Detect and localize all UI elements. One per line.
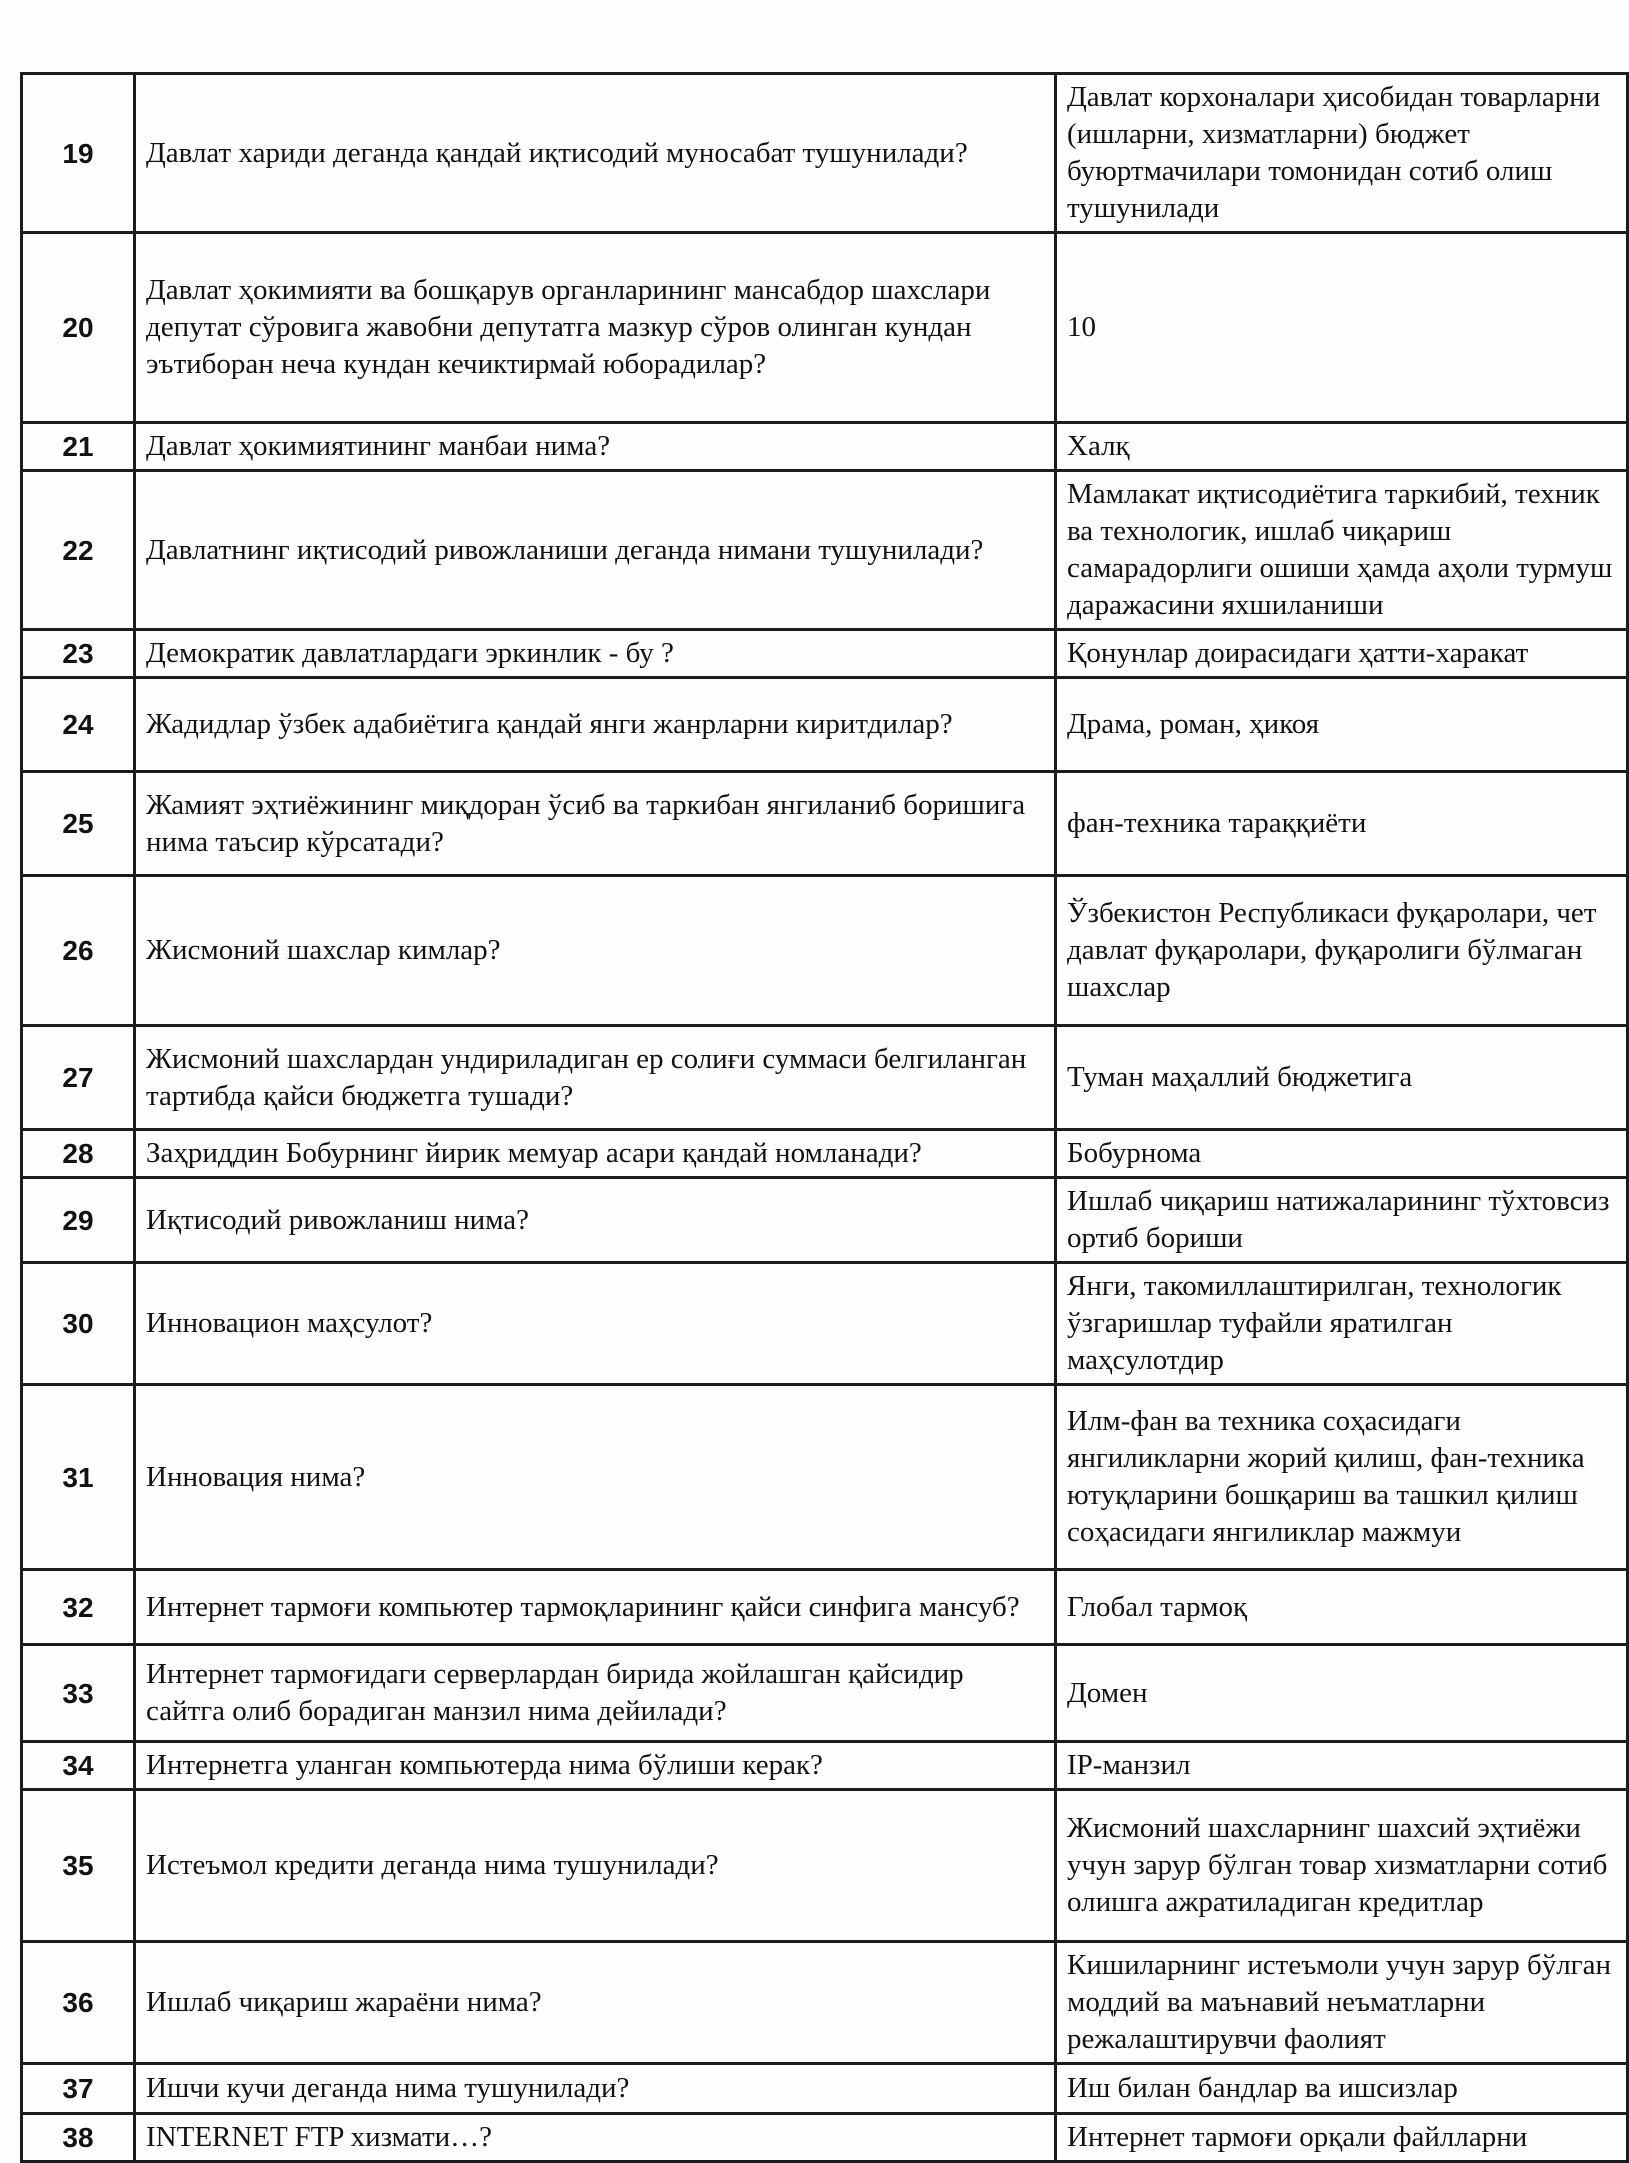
question-cell: Давлат хариди деганда қандай иқтисодий муносабат тушунилади?: [135, 74, 1056, 233]
answer-cell: Халқ: [1056, 423, 1628, 471]
table-row: [22, 471, 1628, 630]
row-number-cell: 33: [22, 1645, 135, 1742]
question-cell: Демократик давлатлардаги эркинлик - бу ?: [135, 630, 1056, 678]
answer-cell: Домен: [1056, 1645, 1628, 1742]
table-row: [22, 1263, 1628, 1385]
table-row: [22, 2114, 1628, 2162]
answer-cell: Жисмоний шахсларнинг шахсий эҳтиёжи учун зарур бўлган товар хизматларни сотиб олишга ажратиладиган кредитлар: [1056, 1790, 1628, 1942]
table-row: [22, 1385, 1628, 1570]
question-cell: Интернет тармоғи компьютер тармоқларининг қайси синфига мансуб?: [135, 1570, 1056, 1645]
answer-cell: Ишлаб чиқариш натижаларининг тўхтовсиз ортиб бориши: [1056, 1178, 1628, 1263]
question-cell: Инновация нима?: [135, 1385, 1056, 1570]
table-row: [22, 1942, 1628, 2064]
row-number-cell: 36: [22, 1942, 135, 2064]
row-number-cell: 28: [22, 1130, 135, 1178]
table-row: [22, 876, 1628, 1026]
answer-cell: IP-манзил: [1056, 1742, 1628, 1790]
question-cell: Ишлаб чиқариш жараёни нима?: [135, 1942, 1056, 2064]
question-cell: Жадидлар ўзбек адабиётига қандай янги жанрларни киритдилар?: [135, 678, 1056, 772]
row-number-cell: 25: [22, 772, 135, 876]
answer-cell: Мамлакат иқтисодиётига таркибий, техник ва технологик, ишлаб чиқариш самарадорлиги ошиши ҳамда аҳоли турмуш даражасини яхшиланиши: [1056, 471, 1628, 630]
answer-cell: Давлат корхоналари ҳисобидан товарларни (ишларни, хизматларни) бюджет буюртмачилари томонидан сотиб олиш тушунилади: [1056, 74, 1628, 233]
question-cell: Иқтисодий ривожланиш нима?: [135, 1178, 1056, 1263]
answer-cell: Илм-фан ва техника соҳасидаги янгиликларни жорий қилиш, фан-техника ютуқларини бошқариш ва ташкил қилиш соҳасидаги янгиликлар мажмуи: [1056, 1385, 1628, 1570]
question-cell: INTERNET FTP хизмати…?: [135, 2114, 1056, 2162]
row-number-cell: 22: [22, 471, 135, 630]
row-number-cell: 31: [22, 1385, 135, 1570]
qa-table-body: [22, 74, 1628, 2162]
question-cell: Интернет тармоғидаги серверлардан бирида жойлашган қайсидир сайтга олиб борадиган манзил нима дейилади?: [135, 1645, 1056, 1742]
answer-cell: Ўзбекистон Республикаси фуқаролари, чет давлат фуқаролари, фуқаролиги бўлмаган шахслар: [1056, 876, 1628, 1026]
row-number-cell: 38: [22, 2114, 135, 2162]
question-cell: Инновацион маҳсулот?: [135, 1263, 1056, 1385]
row-number-cell: 24: [22, 678, 135, 772]
question-cell: Заҳриддин Бобурнинг йирик мемуар асари қандай номланади?: [135, 1130, 1056, 1178]
table-row: [22, 1790, 1628, 1942]
answer-cell: Драма, роман, ҳикоя: [1056, 678, 1628, 772]
answer-cell: Глобал тармоқ: [1056, 1570, 1628, 1645]
table-row: [22, 1178, 1628, 1263]
answer-cell: Туман маҳаллий бюджетига: [1056, 1026, 1628, 1130]
table-row: [22, 1645, 1628, 1742]
table-row: [22, 2064, 1628, 2114]
table-row: [22, 772, 1628, 876]
table-row: [22, 1026, 1628, 1130]
row-number-cell: 23: [22, 630, 135, 678]
answer-cell: Янги, такомиллаштирилган, технологик ўзгаришлар туфайли яратилган маҳсулотдир: [1056, 1263, 1628, 1385]
row-number-cell: 26: [22, 876, 135, 1026]
question-cell: Ишчи кучи деганда нима тушунилади?: [135, 2064, 1056, 2114]
question-cell: Давлат ҳокимияти ва бошқарув органларининг мансабдор шахслари депутат сўровига жавобни депутатга мазкур сўров олинган кундан эътиборан неча кундан кечиктирмай юборадилар?: [135, 233, 1056, 423]
question-cell: Интернетга уланган компьютерда нима бўлиши керак?: [135, 1742, 1056, 1790]
table-row: [22, 1742, 1628, 1790]
row-number-cell: 30: [22, 1263, 135, 1385]
row-number-cell: 34: [22, 1742, 135, 1790]
table-row: [22, 74, 1628, 233]
question-cell: Жамият эҳтиёжининг миқдоран ўсиб ва таркибан янгиланиб боришига нима таъсир кўрсатади?: [135, 772, 1056, 876]
question-cell: Истеъмол кредити деганда нима тушунилади?: [135, 1790, 1056, 1942]
row-number-cell: 21: [22, 423, 135, 471]
table-row: [22, 1570, 1628, 1645]
row-number-cell: 20: [22, 233, 135, 423]
answer-cell: Бобурнома: [1056, 1130, 1628, 1178]
question-cell: Жисмоний шахслар кимлар?: [135, 876, 1056, 1026]
answer-cell: Интернет тармоғи орқали файлларни: [1056, 2114, 1628, 2162]
row-number-cell: 27: [22, 1026, 135, 1130]
qa-table: [20, 72, 1629, 2163]
table-row: [22, 233, 1628, 423]
table-row: [22, 1130, 1628, 1178]
answer-cell: Иш билан бандлар ва ишсизлар: [1056, 2064, 1628, 2114]
answer-cell: 10: [1056, 233, 1628, 423]
row-number-cell: 32: [22, 1570, 135, 1645]
answer-cell: Қонунлар доирасидаги ҳатти-харакат: [1056, 630, 1628, 678]
table-row: [22, 678, 1628, 772]
table-row: [22, 423, 1628, 471]
question-cell: Давлат ҳокимиятининг манбаи нима?: [135, 423, 1056, 471]
table-row: [22, 630, 1628, 678]
answer-cell: Кишиларнинг истеъмоли учун зарур бўлган моддий ва маънавий неъматларни режалаштирувчи фаолият: [1056, 1942, 1628, 2064]
row-number-cell: 19: [22, 74, 135, 233]
row-number-cell: 37: [22, 2064, 135, 2114]
row-number-cell: 35: [22, 1790, 135, 1942]
answer-cell: фан-техника тараққиёти: [1056, 772, 1628, 876]
question-cell: Жисмоний шахслардан ундириладиган ер солиғи суммаси белгиланган тартибда қайси бюджетга тушади?: [135, 1026, 1056, 1130]
question-cell: Давлатнинг иқтисодий ривожланиши деганда нимани тушунилади?: [135, 471, 1056, 630]
row-number-cell: 29: [22, 1178, 135, 1263]
